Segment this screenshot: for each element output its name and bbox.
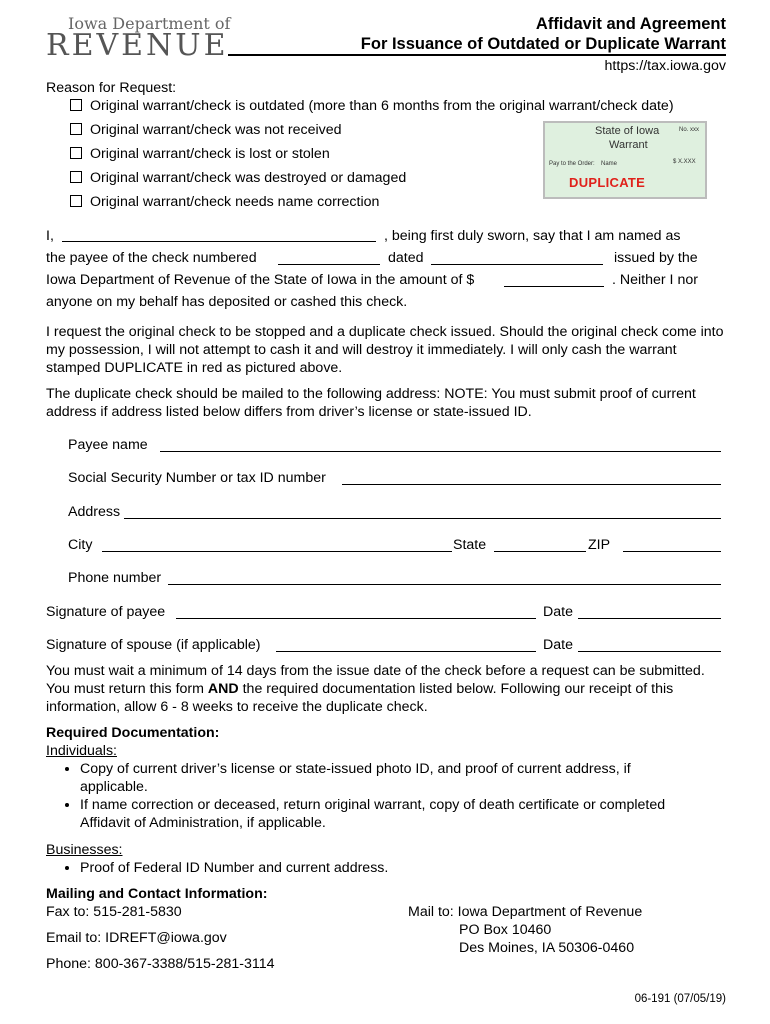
phone-text: Phone: 800-367-3388/515-281-3114 <box>46 956 275 972</box>
oath-payee: the payee of the check numbered <box>46 250 257 266</box>
title-line1: Affidavit and Agreement <box>535 15 726 33</box>
sig-payee-line[interactable] <box>176 618 536 619</box>
logo-small-text: Iowa Department of <box>68 14 231 33</box>
oath-dated: dated <box>388 250 424 266</box>
warrant-title-2: Warrant <box>609 139 648 151</box>
phone-line[interactable] <box>168 584 721 585</box>
sig-spouse-date-label: Date <box>543 637 573 653</box>
sample-warrant-image <box>543 121 707 199</box>
reason-option-3[interactable] <box>70 145 330 163</box>
docs-heading: Required Documentation: <box>46 725 220 741</box>
phone-label: Phone number <box>68 570 162 586</box>
oath-iowa: Iowa Department of Revenue of the State of Iowa in the amount of $ <box>46 272 475 288</box>
individuals-list <box>46 760 686 832</box>
checkbox[interactable] <box>70 171 82 183</box>
address-label: Address <box>68 504 121 520</box>
oath-neither: . Neither I nor <box>612 272 698 288</box>
check-number-line[interactable] <box>278 264 380 265</box>
title-line2: For Issuance of Outdated or Duplicate Warrant <box>360 35 726 53</box>
checkbox[interactable] <box>70 195 82 207</box>
city-line[interactable] <box>102 551 452 552</box>
reason-option-text: Original warrant/check is lost or stolen <box>90 146 330 162</box>
website-url: https://tax.iowa.gov <box>604 58 726 74</box>
warrant-number: No. xxx <box>679 127 700 133</box>
check-date-line[interactable] <box>431 264 603 265</box>
form-title <box>226 14 726 54</box>
email-text: Email to: IDREFT@iowa.gov <box>46 930 227 946</box>
zip-line[interactable] <box>623 551 721 552</box>
contact-heading: Mailing and Contact Information: <box>46 886 268 902</box>
sig-payee-label: Signature of payee <box>46 604 166 620</box>
list-item: • If name correction or deceased, return original warrant, copy of death certificate or completed Affidavit of Administration, if applicable. <box>80 796 686 832</box>
payee-name-line[interactable] <box>160 451 721 452</box>
state-label: State <box>453 537 487 553</box>
state-line[interactable] <box>494 551 586 552</box>
oath-i: I, <box>46 228 54 244</box>
checkbox[interactable] <box>70 123 82 135</box>
duplicate-stamp: DUPLICATE <box>569 175 646 190</box>
ssn-label: Social Security Number or tax ID number <box>68 470 326 486</box>
oath-issued: issued by the <box>614 250 698 266</box>
mail-paragraph: The duplicate check should be mailed to the following address: NOTE: You must submit proof of current address if address listed below differs from driver’s license or state-issued ID. <box>46 386 696 420</box>
agency-logo <box>46 14 231 63</box>
sig-payee-date-line[interactable] <box>578 618 721 619</box>
reason-option-text: Original warrant/check needs name correction <box>90 194 380 210</box>
individuals-heading: Individuals: <box>46 743 117 759</box>
fax-text: Fax to: 515-281-5830 <box>46 904 182 920</box>
reason-option-4[interactable] <box>70 169 406 187</box>
payee-name-label: Payee name <box>68 437 148 453</box>
warrant-payto: Pay to the Order: <box>549 161 595 167</box>
warrant-title-1: State of Iowa <box>595 125 660 137</box>
checkbox[interactable] <box>70 99 82 111</box>
list-item: • Copy of current driver’s license or state-issued photo ID, and proof of current address, if applicable. <box>80 760 686 796</box>
sig-spouse-label: Signature of spouse (if applicable) <box>46 637 261 653</box>
reason-option-5[interactable] <box>70 193 379 211</box>
zip-label: ZIP <box>588 537 611 553</box>
reason-option-text: Original warrant/check was destroyed or damaged <box>90 170 407 186</box>
ssn-line[interactable] <box>342 484 721 485</box>
city-label: City <box>68 537 93 553</box>
checkbox[interactable] <box>70 147 82 159</box>
oath-sworn: , being first duly sworn, say that I am named as <box>384 228 681 244</box>
mail-line-3: Des Moines, IA 50306-0460 <box>459 940 635 956</box>
wait-text-2: the required documentation listed below. Following our receipt of this information, allow 6 - 8 weeks to receive the duplicate check. <box>46 681 674 715</box>
amount-line[interactable] <box>504 286 604 287</box>
wait-paragraph <box>46 662 726 716</box>
reason-option-text: Original warrant/check is outdated (more than 6 months from the original warrant/check date) <box>90 98 674 114</box>
oath-anyone: anyone on my behalf has deposited or cashed this check. <box>46 294 408 310</box>
logo-big-text: REVENUE <box>46 28 229 63</box>
address-line[interactable] <box>124 518 721 519</box>
reason-label: Reason for Request: <box>46 80 177 96</box>
affiant-name-line[interactable] <box>62 241 376 242</box>
wait-text-1: You must wait a minimum of 14 days from the issue date of the check before a request can be submitted. You must return this form <box>46 663 705 697</box>
wait-bold: AND <box>207 681 239 697</box>
title-rule <box>228 54 726 56</box>
sig-payee-date-label: Date <box>543 604 573 620</box>
list-item: • Proof of Federal ID Number and current address. <box>80 859 686 877</box>
mail-line-1: Mail to: Iowa Department of Revenue <box>408 904 643 920</box>
businesses-heading: Businesses: <box>46 842 123 858</box>
sig-spouse-date-line[interactable] <box>578 651 721 652</box>
warrant-amount: $ X.XXX <box>673 159 696 165</box>
reason-option-text: Original warrant/check was not received <box>90 122 342 138</box>
warrant-name: Name <box>601 161 618 167</box>
businesses-list <box>46 859 686 877</box>
reason-option-1[interactable] <box>70 97 674 115</box>
form-number: 06-191 (07/05/19) <box>634 993 726 1005</box>
request-paragraph: I request the original check to be stopped and a duplicate check issued. Should the original check come into my possession, I will not attempt to cash it and will destroy it immediately. I will only cash the warrant stamped DUPLICATE in red as pictured above. <box>46 324 724 376</box>
sig-spouse-line[interactable] <box>276 651 536 652</box>
reason-option-2[interactable] <box>70 121 342 139</box>
mail-line-2: PO Box 10460 <box>459 922 552 938</box>
